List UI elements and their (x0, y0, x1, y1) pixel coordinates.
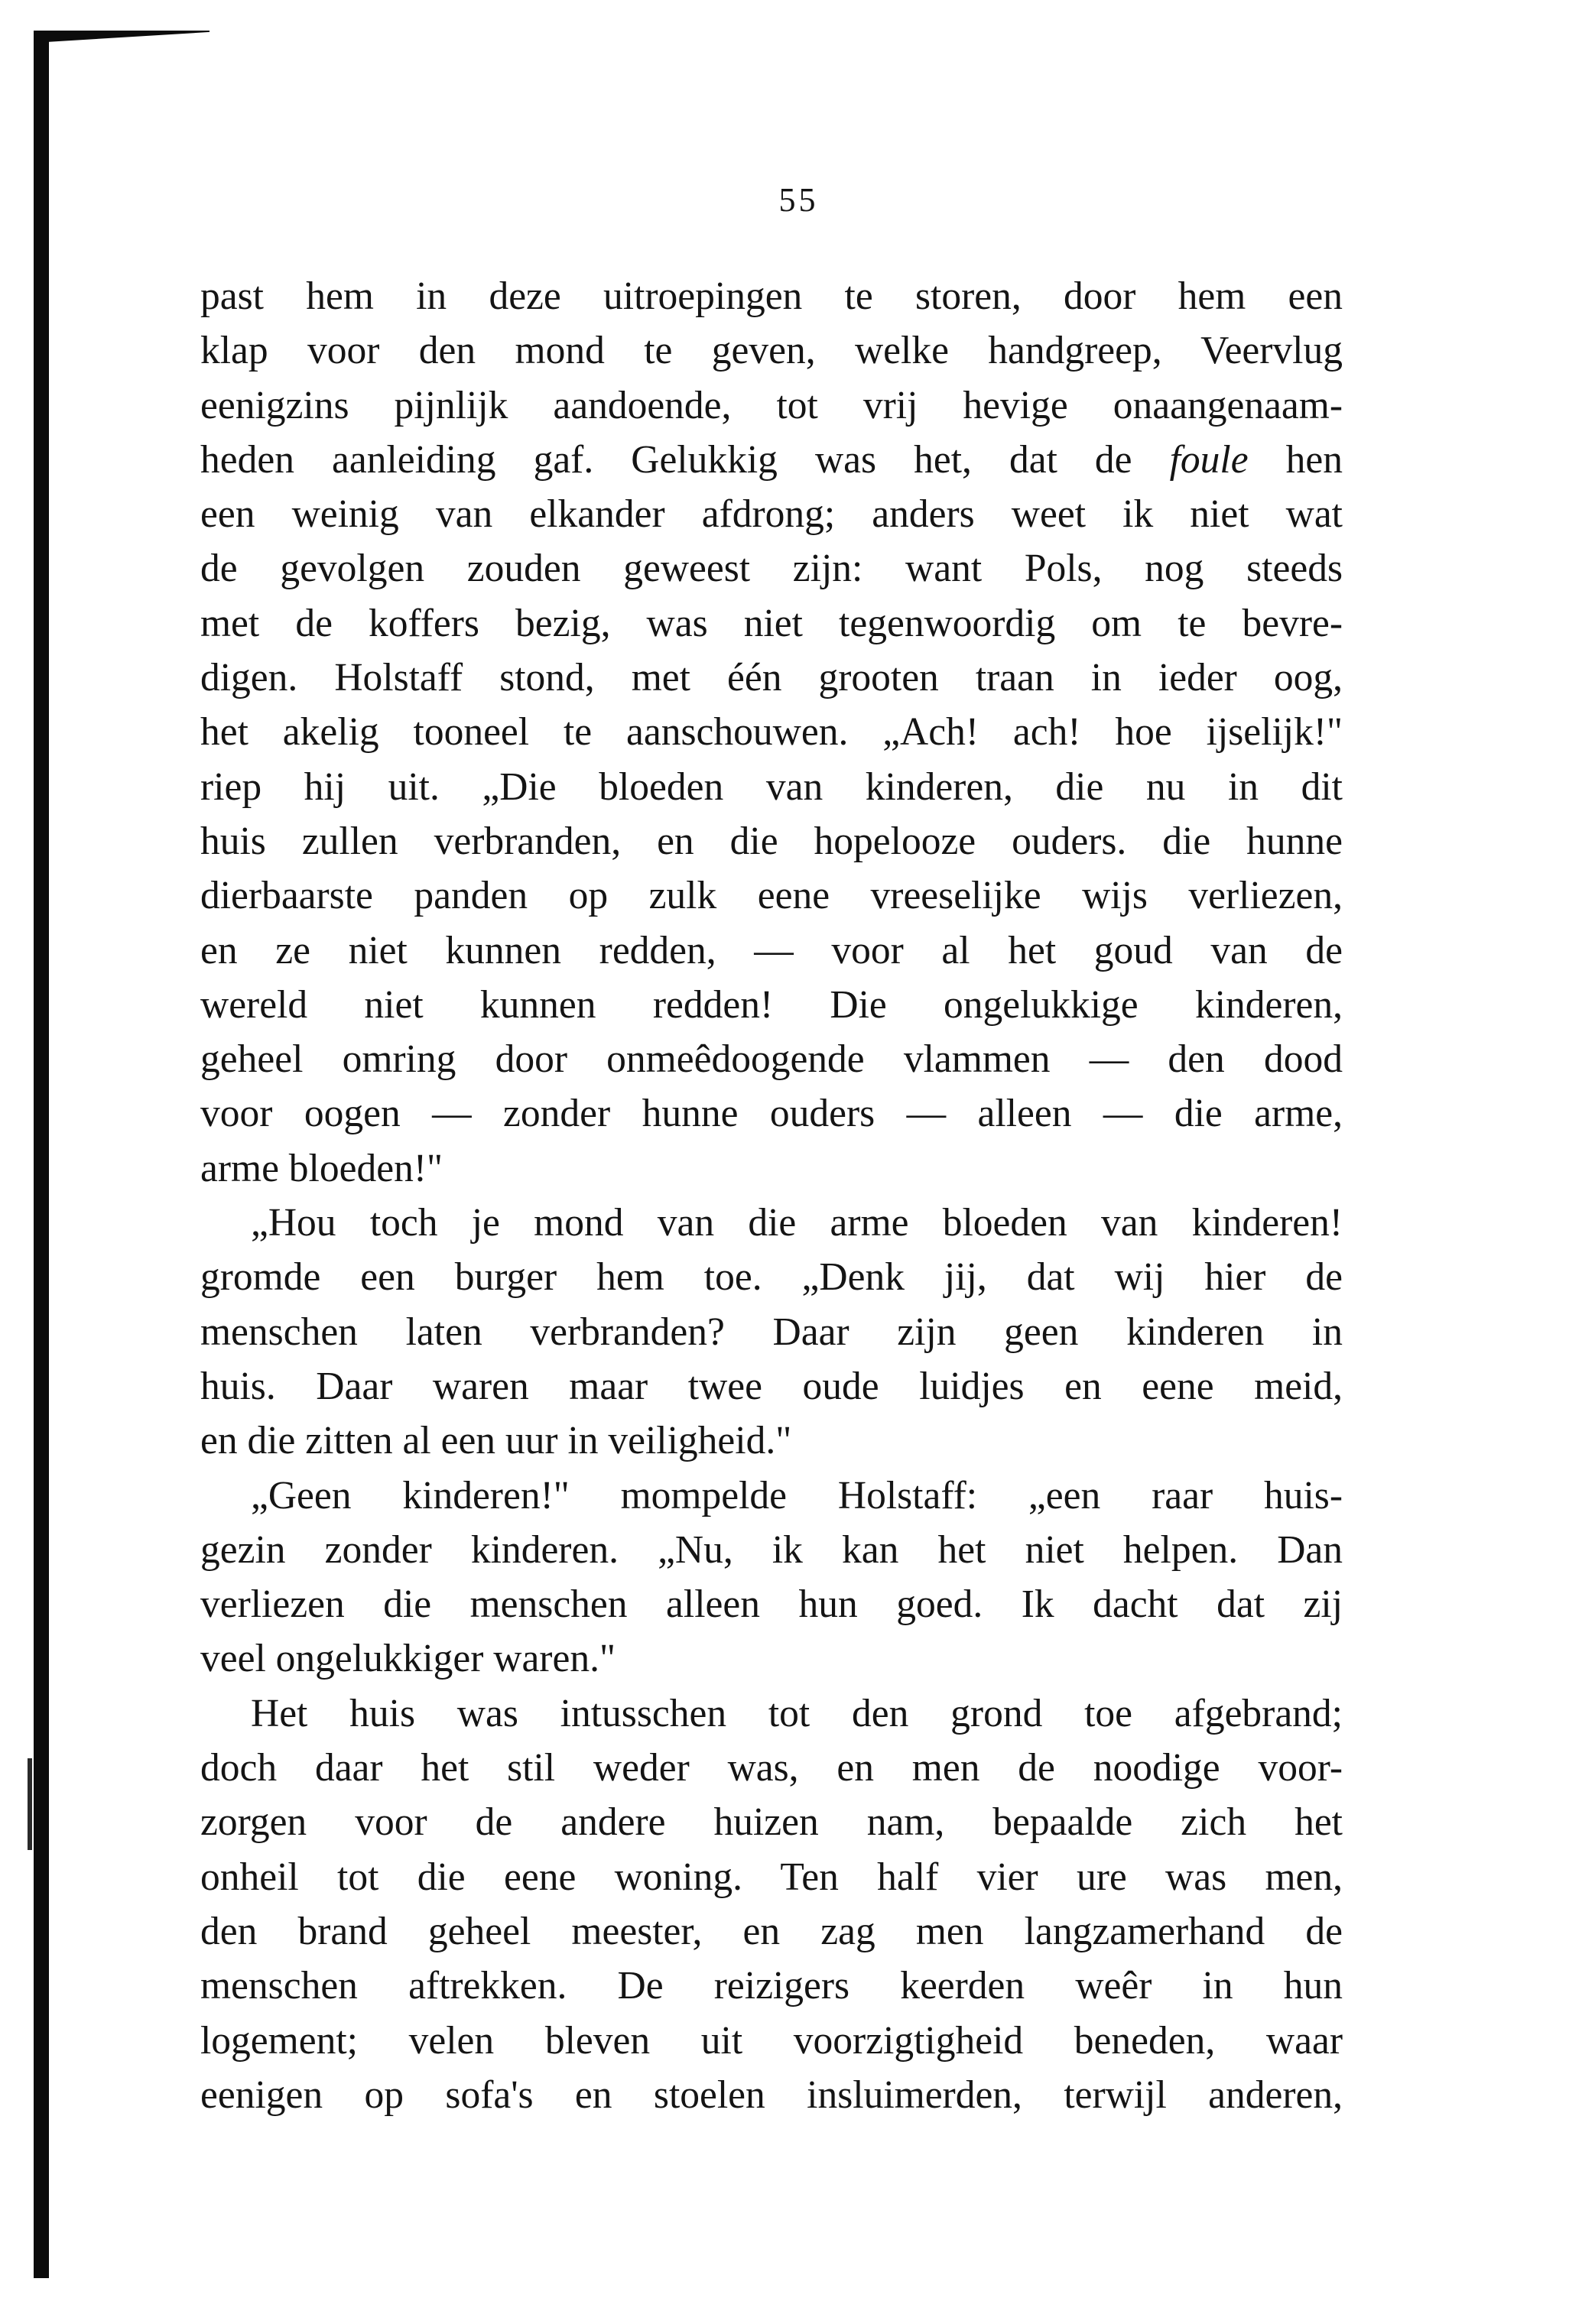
text-line: doch daar het stil weder was, en men de noodige voor- (200, 1746, 1343, 1790)
text-line: riep hij uit. „Die bloeden van kinderen, die nu in dit (200, 764, 1343, 809)
text-line: „Geen kinderen!" mompelde Holstaff: „een raar huis- (251, 1473, 1343, 1517)
text-line: logement; velen bleven uit voorzigtigheid beneden, waar (200, 2018, 1343, 2063)
text-line: gezin zonder kinderen. „Nu, ik kan het niet helpen. Dan (200, 1527, 1343, 1572)
text-line: dierbaarste panden op zulk eene vreeselijke wijs verliezen, (200, 874, 1343, 918)
text-line: huis. Daar waren maar twee oude luidjes en eene meid, (200, 1364, 1343, 1408)
text-line: verliezen die menschen alleen hun goed. Ik dacht dat zij (200, 1582, 1343, 1627)
body-text (200, 269, 1343, 2122)
page-number: 55 (778, 181, 819, 219)
text-line: eenigzins pijnlijk aandoende, tot vrij hevige onaangenaam- (200, 383, 1343, 427)
italic-word: foule (1169, 437, 1249, 482)
text-line: het akelig tooneel te aanschouwen. „Ach! ach! hoe ijselijk!" (200, 710, 1343, 755)
text-line: gromde een burger hem toe. „Denk jij, dat wij hier de (200, 1255, 1343, 1300)
text-segment: hen (1248, 437, 1343, 482)
binding-edge-top (34, 31, 210, 43)
text-line: de gevolgen zouden geweest zijn: want Pols, nog steeds (200, 547, 1343, 591)
text-line: wereld niet kunnen redden! Die ongelukkige kinderen, (200, 982, 1343, 1027)
text-line: klap voor den mond te geven, welke handgreep, Veervlug (200, 329, 1343, 373)
text-line: digen. Holstaff stond, met één grooten traan in ieder oog, (200, 656, 1343, 700)
text-line: een weinig van elkander afdrong; anders weet ik niet wat (200, 492, 1343, 537)
text-line: zorgen voor de andere huizen nam, bepaalde zich het (200, 1800, 1343, 1845)
text-line: en die zitten al een uur in veiligheid." (200, 1419, 792, 1463)
text-line: past hem in deze uitroepingen te storen, door hem een (200, 274, 1343, 318)
text-line: veel ongelukkiger waren." (200, 1637, 616, 1681)
text-line: geheel omring door onmeêdoogende vlammen — den dood (200, 1037, 1343, 1082)
text-line: den brand geheel meester, en zag men langzamerhand de (200, 1909, 1343, 1953)
text-line: voor oogen — zonder hunne ouders — alleen — die arme, (200, 1092, 1343, 1136)
text-line: arme bloeden!" (200, 1146, 443, 1190)
text-line: menschen aftrekken. De reizigers keerden weêr in hun (200, 1964, 1343, 2008)
text-line (200, 433, 1343, 487)
text-line: menschen laten verbranden? Daar zijn geen kinderen in (200, 1310, 1343, 1354)
binding-edge (34, 31, 49, 2278)
text-line: „Hou toch je mond van die arme bloeden van kinderen! (251, 1201, 1343, 1245)
text-line: eenigen op sofa's en stoelen insluimerden, terwijl anderen, (200, 2072, 1343, 2117)
text-segment: heden aanleiding gaf. Gelukkig was het, dat de (200, 437, 1170, 482)
text-line: onheil tot die eene woning. Ten half vier ure was men, (200, 1855, 1343, 1899)
text-line: huis zullen verbranden, en die hopelooze ouders. die hunne (200, 819, 1343, 863)
text-line: Het huis was intusschen tot den grond toe afgebrand; (251, 1691, 1343, 1735)
binding-edge-mark (28, 1758, 32, 1850)
text-line: en ze niet kunnen redden, — voor al het goud van de (200, 928, 1343, 972)
text-line: met de koffers bezig, was niet tegenwoordig om te bevre- (200, 601, 1343, 645)
